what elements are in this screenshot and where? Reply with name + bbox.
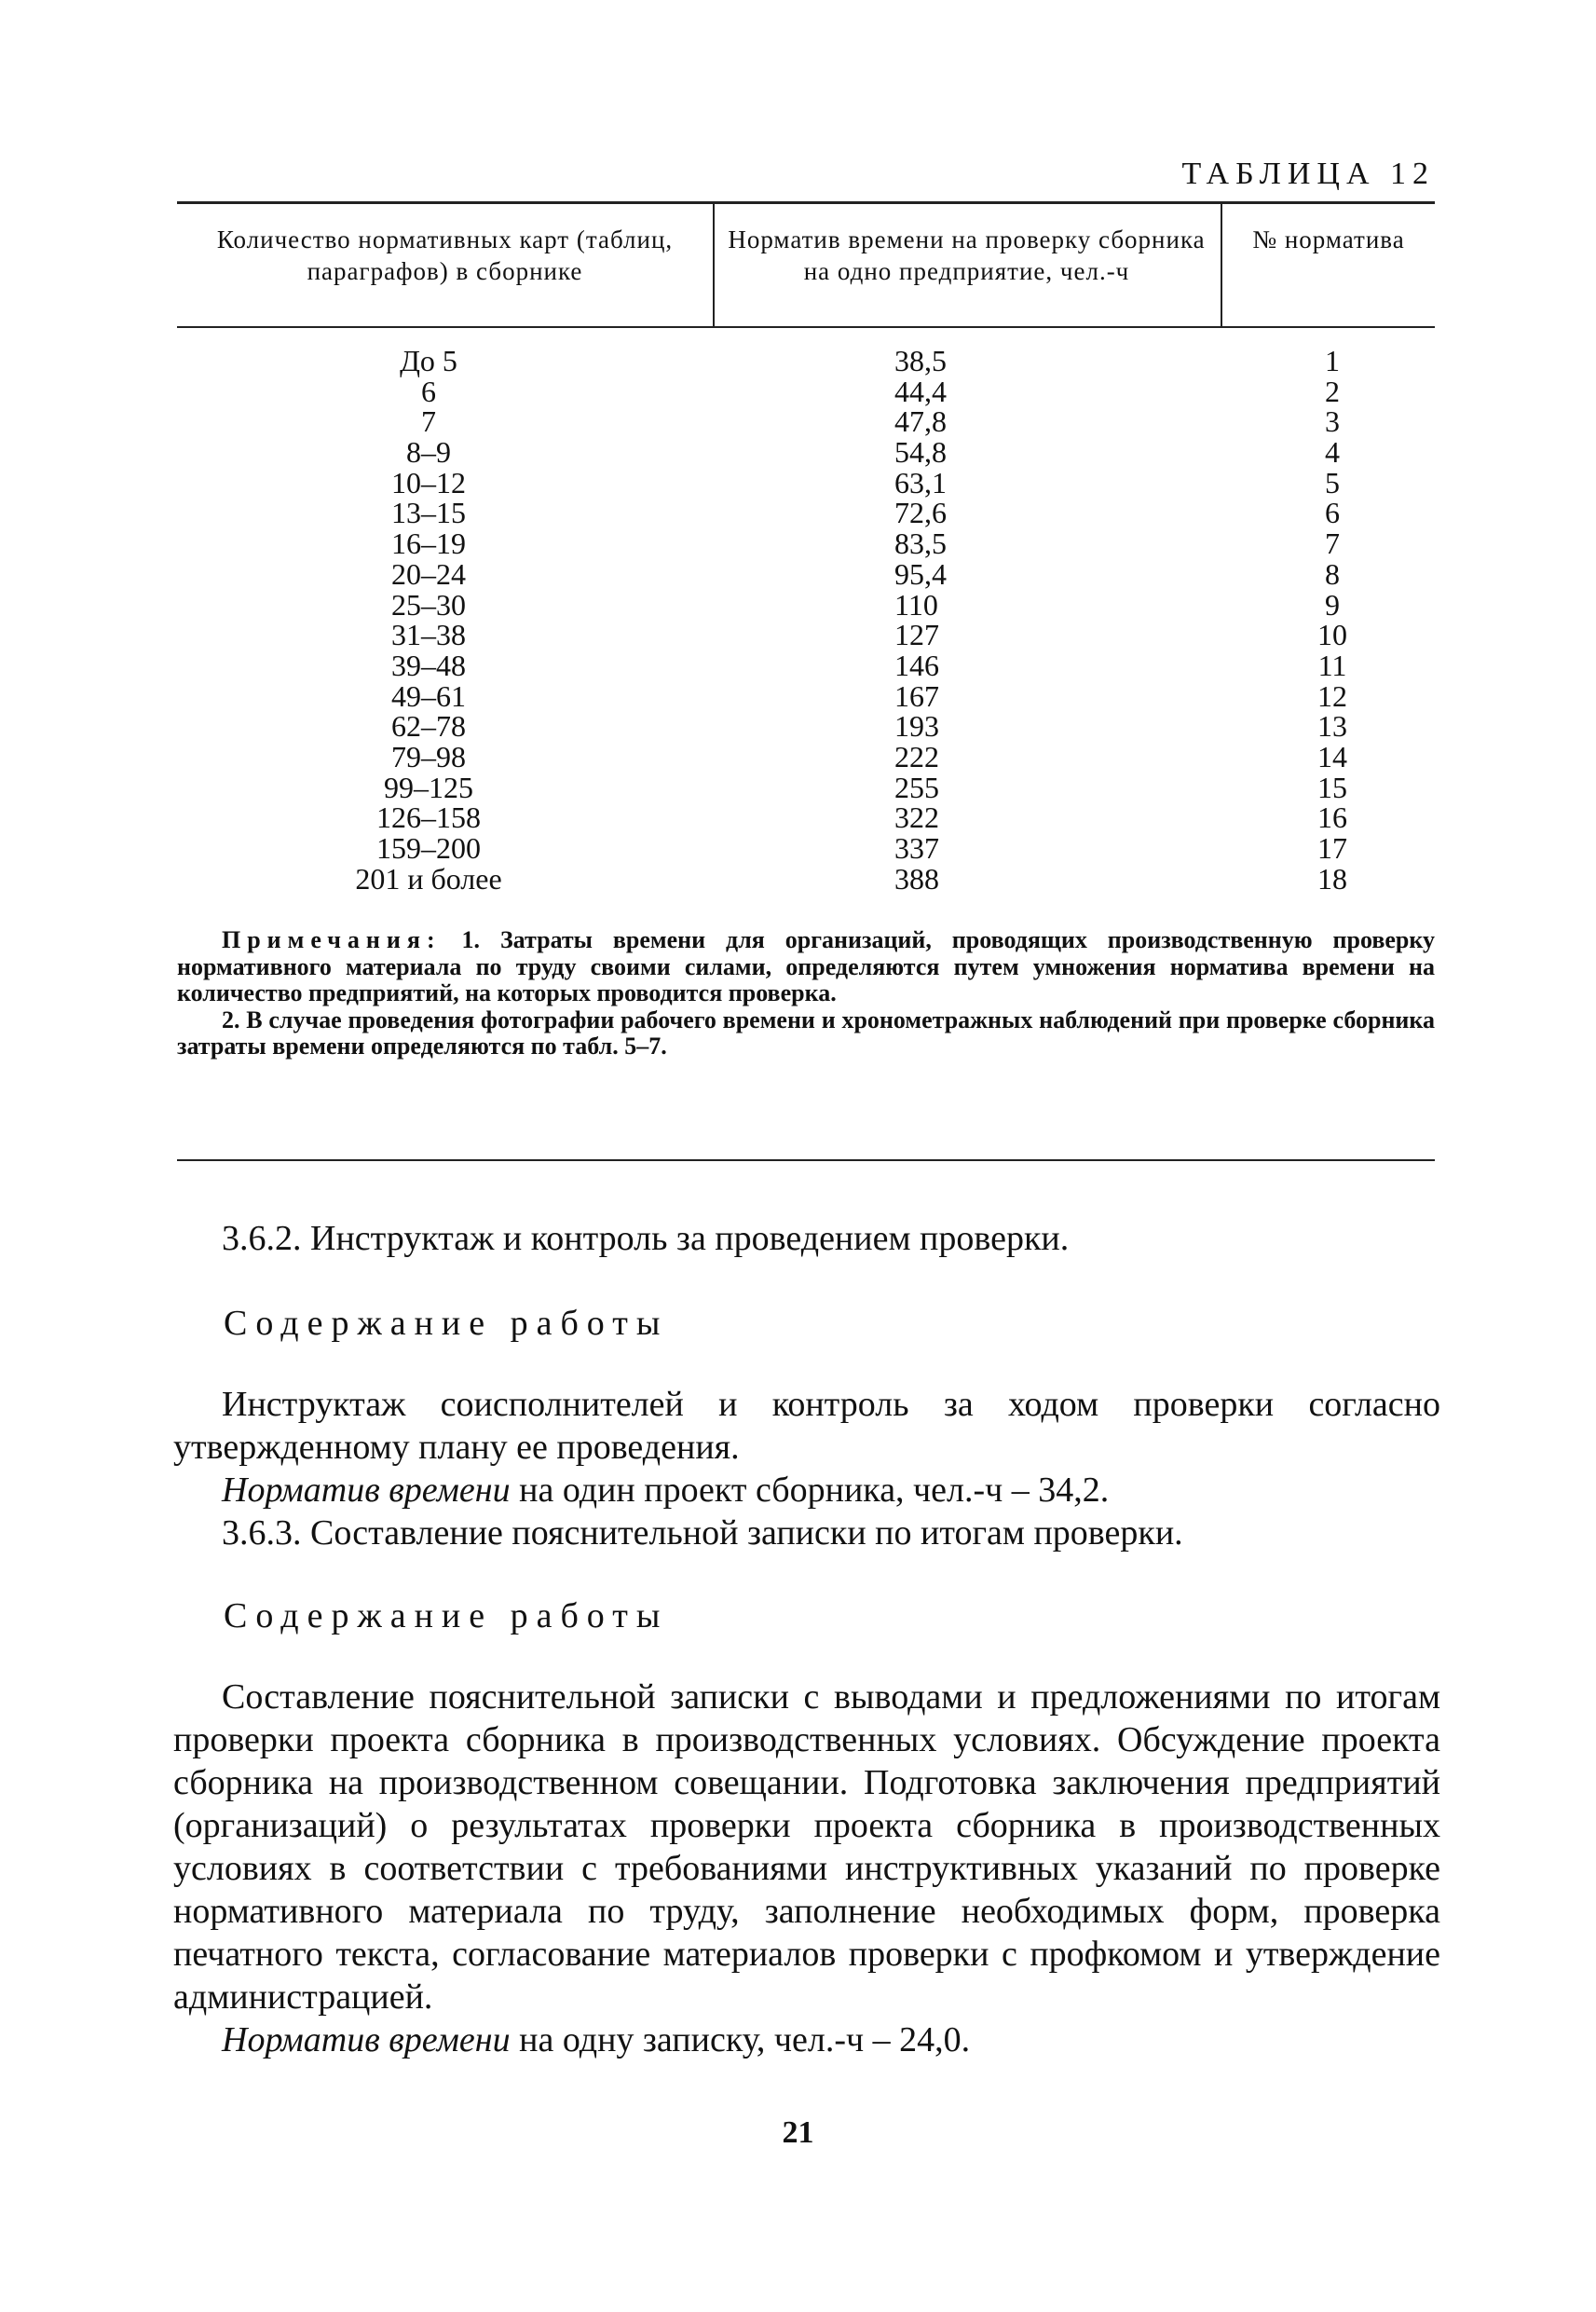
cell-norm: 95,4 [894,556,947,591]
header-norm: Норматив времени на проверку сборника на одно предприятие, чел.-ч [728,226,1206,285]
cell-number: 13 [1317,709,1347,744]
cell-count: 6 [421,374,436,408]
cell-count: 8–9 [406,435,451,470]
section-363-norm-text: на одну записку, чел.-ч – 24,0. [510,2020,971,2059]
cell-number: 7 [1325,527,1340,561]
cell-norm: 72,6 [894,496,947,530]
column-count [335,346,522,894]
cell-norm: 110 [894,587,938,622]
notes-bottom-rule [177,1159,1435,1161]
section-363-norm-label: Норматив времени [222,2020,511,2059]
cell-number: 14 [1317,739,1347,773]
cell-count: 20–24 [391,556,466,591]
section-363-heading: Содержание работы [224,1596,669,1635]
notes-label: Примечания: [222,926,442,953]
cell-number: 8 [1325,556,1340,591]
cell-count: 201 и более [355,861,502,896]
section-362-heading: Содержание работы [224,1304,669,1343]
cell-count: 126–158 [376,800,481,835]
section-363-content: Составление пояснительной записки с выводами и предложениями по итогам проверки проекта сборника в производственных условиях. Обсуждение проекта сборника на производственном совещании. Подготовка заключения предприятий (организаций) о результатах проверки проекта сборника в производственных условиях в соответствии с требованиями инструктивных указаний по проверке нормативного материала по труду, заполнение необходимых форм, проверка печатного текста, согласование материалов проверки с профкомом и утверждение администрацией. [173,1677,1440,2017]
column-number [1295,346,1370,894]
cell-number: 5 [1325,465,1340,499]
cell-number: 4 [1325,435,1340,470]
table-notes [177,927,1435,1060]
cell-count: До 5 [400,344,457,377]
cell-count: 16–19 [391,527,466,561]
table-header-rule [177,326,1435,328]
cell-count: 49–61 [391,678,466,713]
cell-count: 7 [421,404,436,439]
cell-norm: 44,4 [894,374,947,408]
cell-norm: 127 [894,618,939,652]
cell-number: 6 [1325,496,1340,530]
header-count: Количество нормативных карт (таблиц, параграфов) в сборнике [216,226,674,285]
cell-count: 31–38 [391,618,466,652]
section-362-content: Инструктаж соисполнителей и контроль за ходом проверки согласно утвержденному плану ее проведения. [173,1385,1440,1467]
cell-norm: 47,8 [894,404,947,439]
column-norm [894,346,1006,894]
cell-number: 3 [1325,404,1340,439]
cell-number: 9 [1325,587,1340,622]
cell-number: 2 [1325,374,1340,408]
table-caption: ТАБЛИЦА 12 [1181,157,1435,191]
cell-norm: 63,1 [894,465,947,499]
cell-count: 10–12 [391,465,466,499]
cell-number: 10 [1317,618,1347,652]
cell-number: 16 [1317,800,1347,835]
cell-norm: 38,5 [894,344,947,377]
section-362-body [173,1383,1440,1554]
note-1 [177,927,1435,1007]
section-362-norm-text: на один проект сборника, чел.-ч – 34,2. [510,1471,1110,1510]
cell-count: 13–15 [391,496,466,530]
table-column-divider-1 [713,201,715,326]
cell-norm: 255 [894,770,939,804]
header-number: № норматива [1252,226,1405,253]
section-362-norm-label: Норматив времени [222,1471,511,1510]
cell-count: 39–48 [391,648,466,682]
cell-count: 62–78 [391,709,466,744]
cell-number: 1 [1325,344,1340,377]
section-363-body [173,1676,1440,2061]
table-top-rule [177,201,1435,204]
table-column-divider-2 [1221,201,1222,326]
cell-number: 12 [1317,678,1347,713]
cell-norm: 146 [894,648,939,682]
section-363-norm [173,2018,1440,2061]
cell-number: 18 [1317,861,1347,896]
cell-number: 11 [1317,648,1347,682]
cell-norm: 193 [894,709,939,744]
cell-number: 17 [1317,831,1347,865]
cell-norm: 54,8 [894,435,947,470]
cell-count: 159–200 [376,831,481,865]
cell-number: 15 [1317,770,1347,804]
section-362-title: 3.6.2. Инструктаж и контроль за проведением проверки. [222,1219,1070,1258]
cell-norm: 337 [894,831,939,865]
cell-norm: 222 [894,739,939,773]
section-363-title: 3.6.3. Составление пояснительной записки по итогам проверки. [222,1513,1183,1553]
note-2: 2. В случае проведения фотографии рабочего времени и хронометражных наблюдений при проверке сборника затраты времени определяются по табл. 5–7. [177,1006,1435,1060]
page-number: 21 [782,2115,814,2150]
section-362-title-block [173,1217,1440,1260]
cell-norm: 322 [894,800,939,835]
cell-count: 25–30 [391,587,466,622]
cell-count: 79–98 [391,739,466,773]
section-362-norm [173,1469,1440,1512]
note-1-text: 1. Затраты времени для организаций, проводящих производственную проверку нормативного материала по труду своими силами, определяются путем умножения норматива времени на количество предприятий, на которых проводится проверка. [177,926,1435,1006]
cell-norm: 83,5 [894,527,947,561]
cell-count: 99–125 [384,770,473,804]
cell-norm: 167 [894,678,939,713]
cell-norm: 388 [894,861,939,896]
